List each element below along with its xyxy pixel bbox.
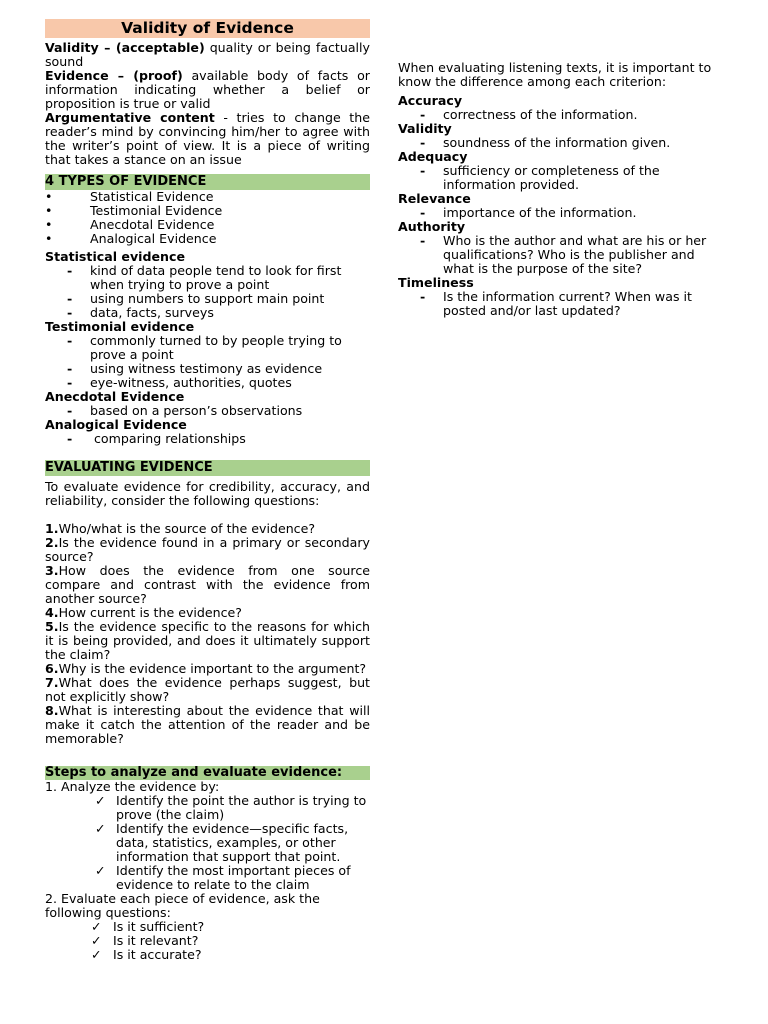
definition-term: Evidence [45,68,109,83]
criterion-list [398,290,728,318]
checkmark-icon: ✓ [91,919,102,934]
dash-icon: - [67,305,73,320]
left-column [45,19,370,962]
analogical-evidence-list [45,432,370,446]
checkmark-icon: ✓ [95,793,106,808]
question-item: 1.Who/what is the source of the evidence? [45,521,316,536]
analogical-evidence-heading: Analogical Evidence [45,417,187,432]
list-item: • Analogical Evidence [45,231,217,246]
list-item: - soundness of the information given. [420,135,671,150]
evaluating-heading: EVALUATING EVIDENCE [45,460,370,476]
list-item: ✓ Is it sufficient? [91,919,205,934]
list-item: • Statistical Evidence [45,189,214,204]
criterion-list [398,136,728,150]
question-item: 5.Is the evidence specific to the reasons for which it is being provided, and does it ultimately support the claim? [45,619,370,662]
right-column [398,61,728,318]
question-item: 8.What is interesting about the evidence that will make it catch the attention of the reader and be memorable? [45,703,370,746]
list-item: ✓ Is it relevant? [91,933,199,948]
list-item: - Is the information current? When was it posted and/or last updated? [420,289,692,318]
criterion-list [398,108,728,122]
checkmark-icon: ✓ [95,863,106,878]
definition-validity: Validity – (acceptable) quality or being factually sound [45,40,370,69]
question-item: 3.How does the evidence from one source compare and contrast with the evidence from another source? [45,563,370,606]
dash-icon: - [67,431,73,446]
question-item: 2.Is the evidence found in a primary or secondary source? [45,535,370,564]
list-item: - based on a person’s observations [67,403,303,418]
list-item: ✓ Identify the most important pieces of evidence to relate to the claim [95,863,351,892]
types-list [45,190,370,246]
criterion-accuracy: Accuracy [398,93,463,108]
dash-icon: - [67,263,73,278]
criterion-list [398,206,728,220]
testimonial-evidence-list [45,334,370,390]
checkmark-icon: ✓ [91,933,102,948]
list-item: - commonly turned to by people trying to prove a point [67,333,342,362]
bullet-icon: • [45,217,53,232]
step-1: 1. Analyze the evidence by: [45,779,220,794]
dash-icon: - [67,333,73,348]
statistical-evidence-list [45,264,370,320]
list-item: - using witness testimony as evidence [67,361,323,376]
list-item: - eye-witness, authorities, quotes [67,375,292,390]
definition-term: Argumentative content [45,110,215,125]
dash-icon: - [420,289,426,304]
dash-icon: - [67,291,73,306]
checkmark-icon: ✓ [91,947,102,962]
list-item: • Anecdotal Evidence [45,217,215,232]
dash-icon: - [67,375,73,390]
list-item: - importance of the information. [420,205,637,220]
list-item: ✓ Identify the evidence—specific facts, data, statistics, examples, or other information that support that point. [95,821,349,864]
question-item: 6.Why is the evidence important to the argument? [45,661,367,676]
anecdotal-evidence-list [45,404,370,418]
evaluating-intro: To evaluate evidence for credibility, accuracy, and reliability, consider the following questions: [45,479,370,508]
bullet-icon: • [45,231,53,246]
statistical-evidence-heading: Statistical evidence [45,249,186,264]
dash-icon: - [420,233,426,248]
dash-icon: - [67,361,73,376]
criterion-timeliness: Timeliness [398,275,474,290]
document-title: Validity of Evidence [45,19,370,38]
dash-icon: - [420,205,426,220]
dash-icon: - [420,163,426,178]
step-1-list [45,794,370,892]
types-heading: 4 TYPES OF EVIDENCE [45,174,370,190]
criterion-validity: Validity [398,121,452,136]
list-item: - sufficiency or completeness of the information provided. [420,163,660,192]
criterion-relevance: Relevance [398,191,471,206]
bullet-icon: • [45,189,53,204]
bullet-icon: • [45,203,53,218]
question-item: 4.How current is the evidence? [45,605,242,620]
definition-evidence: Evidence – (proof) available body of facts or information indicating whether a belief or proposition is true or valid [45,68,370,111]
anecdotal-evidence-heading: Anecdotal Evidence [45,389,185,404]
list-item: - data, facts, surveys [67,305,214,320]
list-item: • Testimonial Evidence [45,203,223,218]
list-item: - comparing relationships [67,431,246,446]
criterion-adequacy: Adequacy [398,149,468,164]
list-item: - correctness of the information. [420,107,638,122]
step-2-list [45,920,370,962]
list-item: - Who is the author and what are his or her qualifications? Who is the publisher and what is the purpose of the site? [420,233,707,276]
step-2: 2. Evaluate each piece of evidence, ask the following questions: [45,891,320,920]
list-item: - using numbers to support main point [67,291,325,306]
dash-icon: - [67,403,73,418]
dash-icon: - [420,107,426,122]
definition-term: Validity [45,40,99,55]
questions-list [45,522,370,746]
criterion-list [398,164,728,192]
dash-icon: - [420,135,426,150]
listening-intro: When evaluating listening texts, it is important to know the difference among each criterion: [398,60,712,89]
criterion-list [398,234,728,276]
steps-heading: Steps to analyze and evaluate evidence: [45,766,370,780]
question-item: 7.What does the evidence perhaps suggest, but not explicitly show? [45,675,370,704]
list-item: - kind of data people tend to look for first when trying to prove a point [67,263,342,292]
checkmark-icon: ✓ [95,821,106,836]
list-item: ✓ Is it accurate? [91,947,202,962]
list-item: ✓ Identify the point the author is trying to prove (the claim) [95,793,367,822]
definition-argumentative-content: Argumentative content - tries to change the reader’s mind by convincing him/her to agree with the writer’s point of view. It is a piece of writing that takes a stance on an issue [45,110,370,167]
criterion-authority: Authority [398,219,466,234]
testimonial-evidence-heading: Testimonial evidence [45,319,195,334]
